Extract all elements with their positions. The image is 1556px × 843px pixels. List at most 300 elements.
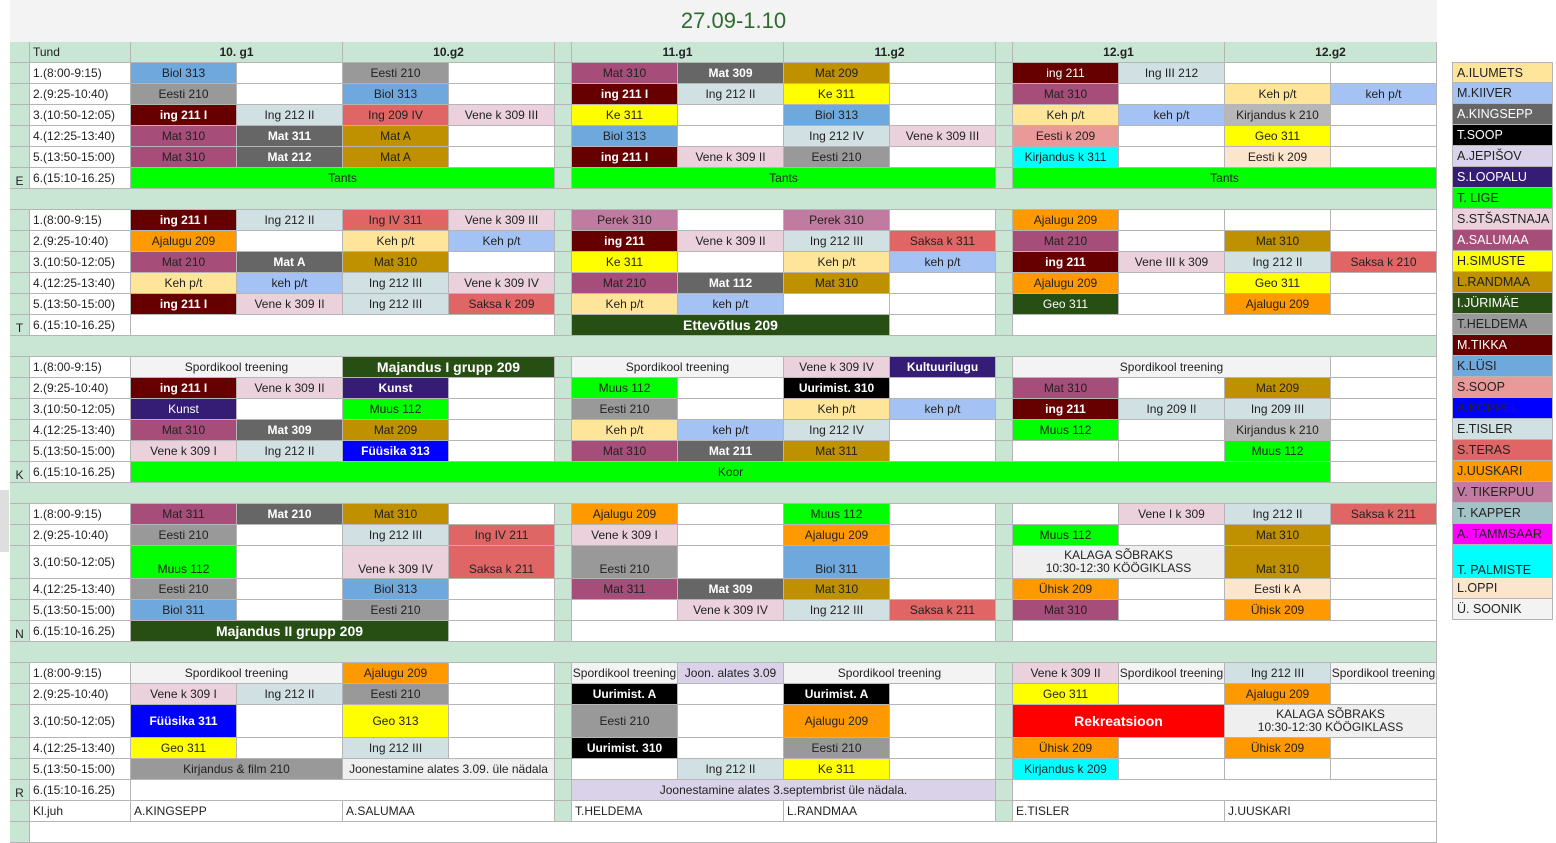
lesson-cell[interactable] [1119, 441, 1225, 462]
lesson-cell[interactable] [890, 579, 996, 600]
lesson-cell[interactable] [449, 705, 555, 738]
header-group[interactable]: 11.g1 [572, 42, 784, 63]
lesson-cell[interactable]: Biol 313 [343, 84, 449, 105]
lesson-cell[interactable] [449, 738, 555, 759]
lesson-cell[interactable] [678, 525, 784, 546]
lesson-cell[interactable] [1331, 294, 1437, 315]
lesson-cell[interactable]: Ühisk 209 [1225, 738, 1331, 759]
lesson-cell[interactable]: Eesti 210 [572, 399, 678, 420]
lesson-cell[interactable]: ing 211 I [131, 210, 237, 231]
lesson-cell[interactable] [1225, 210, 1331, 231]
lesson-cell[interactable] [449, 147, 555, 168]
lesson-cell[interactable]: Vene k 309 IV [784, 357, 890, 378]
lesson-cell[interactable] [890, 504, 996, 525]
header-group[interactable]: 10. g1 [131, 42, 343, 63]
lesson-cell[interactable]: Majandus II grupp 209 [131, 621, 449, 642]
lesson-cell[interactable] [890, 705, 996, 738]
lesson-cell[interactable]: Muus 112 [1013, 420, 1119, 441]
legend-teacher-item[interactable]: S.STŠASTNAJA [1452, 209, 1553, 230]
lesson-cell[interactable] [1119, 231, 1225, 252]
lesson-cell[interactable]: Ing 212 II [237, 684, 343, 705]
lesson-cell[interactable]: Mat 310 [343, 504, 449, 525]
lesson-cell[interactable]: Eesti k A [1225, 579, 1331, 600]
lesson-cell[interactable]: Vene k 309 II [237, 378, 343, 399]
lesson-cell[interactable] [449, 378, 555, 399]
lesson-cell[interactable] [890, 420, 996, 441]
lesson-cell[interactable]: Mat 311 [131, 504, 237, 525]
lesson-cell[interactable]: Vene I k 309 [1119, 504, 1225, 525]
lesson-cell[interactable]: Muus 112 [572, 378, 678, 399]
lesson-cell[interactable]: Joon. alates 3.09 [678, 663, 784, 684]
lesson-cell[interactable] [1119, 126, 1225, 147]
lesson-cell[interactable]: Uurimist. 310 [784, 378, 890, 399]
lesson-cell[interactable] [890, 63, 996, 84]
lesson-cell[interactable]: Muus 112 [784, 504, 890, 525]
lesson-cell[interactable] [678, 705, 784, 738]
lesson-cell[interactable]: Saksa k 211 [449, 546, 555, 579]
legend-teacher-item[interactable]: Ü. SOONIK [1452, 599, 1553, 620]
lesson-cell[interactable]: Ing 212 II [237, 441, 343, 462]
lesson-cell[interactable]: Ke 311 [572, 105, 678, 126]
lesson-cell[interactable]: Geo 311 [1013, 294, 1119, 315]
lesson-cell[interactable]: Ing 212 III [784, 600, 890, 621]
lesson-cell[interactable]: Mat 311 [572, 579, 678, 600]
legend-teacher-item[interactable]: T. PALMISTE [1452, 545, 1553, 578]
lesson-cell[interactable] [572, 621, 996, 642]
lesson-cell[interactable]: Ing 209 IV [343, 105, 449, 126]
lesson-cell[interactable] [131, 780, 555, 801]
lesson-cell[interactable] [890, 147, 996, 168]
lesson-cell[interactable] [1331, 105, 1437, 126]
legend-teacher-item[interactable]: L.OPPI [1452, 578, 1553, 599]
lesson-cell[interactable] [1119, 147, 1225, 168]
lesson-cell[interactable]: Kirjandus k 210 [1225, 420, 1331, 441]
lesson-cell[interactable] [890, 273, 996, 294]
legend-teacher-item[interactable]: A.JEPIŠOV [1452, 146, 1553, 167]
lesson-cell[interactable] [237, 600, 343, 621]
lesson-cell[interactable]: Spordikool treening [572, 663, 678, 684]
lesson-cell[interactable]: Mat 310 [131, 147, 237, 168]
lesson-cell[interactable]: Spordikool treening [1119, 663, 1225, 684]
lesson-cell[interactable]: Saksa k 210 [1331, 252, 1437, 273]
lesson-cell[interactable]: Eesti 210 [131, 525, 237, 546]
lesson-cell[interactable]: keh p/t [890, 252, 996, 273]
lesson-cell[interactable]: Tants [1013, 168, 1437, 189]
lesson-cell[interactable] [1331, 684, 1437, 705]
lesson-cell[interactable] [678, 399, 784, 420]
lesson-cell[interactable] [890, 441, 996, 462]
lesson-cell[interactable]: Ing 212 II [678, 84, 784, 105]
lesson-cell[interactable] [1119, 579, 1225, 600]
lesson-cell[interactable]: Eesti k 209 [1013, 126, 1119, 147]
lesson-cell[interactable] [1331, 378, 1437, 399]
lesson-cell[interactable]: Mat A [237, 252, 343, 273]
lesson-cell[interactable]: Biol 313 [131, 63, 237, 84]
lesson-cell[interactable]: Mat A [343, 126, 449, 147]
lesson-cell[interactable]: Ing 212 II [237, 210, 343, 231]
lesson-cell[interactable] [890, 210, 996, 231]
lesson-cell[interactable] [890, 294, 996, 315]
lesson-cell[interactable] [449, 621, 555, 642]
lesson-cell[interactable] [1119, 84, 1225, 105]
lesson-cell[interactable]: Biol 313 [572, 126, 678, 147]
lesson-cell[interactable] [1331, 600, 1437, 621]
lesson-cell[interactable]: Ing 212 III [784, 231, 890, 252]
lesson-cell[interactable]: Mat 210 [237, 504, 343, 525]
header-group[interactable]: 11.g2 [784, 42, 996, 63]
lesson-cell[interactable] [1331, 738, 1437, 759]
lesson-cell[interactable]: Ing 212 III [343, 525, 449, 546]
lesson-cell[interactable] [237, 546, 343, 579]
lesson-cell[interactable]: Vene k 309 III [449, 210, 555, 231]
lesson-cell[interactable]: Ajalugu 209 [1225, 684, 1331, 705]
lesson-cell[interactable] [1119, 210, 1225, 231]
lesson-cell[interactable]: Keh p/t [1225, 84, 1331, 105]
lesson-cell[interactable]: Eesti 210 [343, 684, 449, 705]
lesson-cell[interactable]: Geo 311 [1225, 273, 1331, 294]
lesson-cell[interactable]: Ajalugu 209 [131, 231, 237, 252]
legend-teacher-item[interactable]: I.JÜRIMÄE [1452, 293, 1553, 314]
lesson-cell[interactable] [572, 600, 678, 621]
lesson-cell[interactable]: Mat 310 [1225, 525, 1331, 546]
legend-teacher-item[interactable]: M.KIIVER [1452, 83, 1553, 104]
lesson-cell[interactable]: keh p/t [678, 420, 784, 441]
lesson-cell[interactable] [890, 105, 996, 126]
lesson-cell[interactable] [678, 504, 784, 525]
lesson-cell[interactable]: Ing 212 II [678, 759, 784, 780]
header-group[interactable]: 12.g1 [1013, 42, 1225, 63]
lesson-cell[interactable]: Eesti 210 [343, 63, 449, 84]
lesson-cell[interactable]: Mat 310 [1013, 600, 1119, 621]
lesson-cell[interactable]: Mat 209 [343, 420, 449, 441]
lesson-cell[interactable] [890, 315, 996, 336]
lesson-cell[interactable]: Ing IV 311 [343, 210, 449, 231]
lesson-cell[interactable]: Kultuurilugu [890, 357, 996, 378]
lesson-cell[interactable]: Tants [572, 168, 996, 189]
lesson-cell[interactable]: Mat 311 [784, 441, 890, 462]
lesson-cell[interactable] [678, 738, 784, 759]
legend-teacher-item[interactable]: E.TISLER [1452, 419, 1553, 440]
lesson-cell[interactable]: Kunst [131, 399, 237, 420]
lesson-cell[interactable] [678, 126, 784, 147]
lesson-cell[interactable] [237, 705, 343, 738]
lesson-cell[interactable]: Vene k 309 III [890, 126, 996, 147]
lesson-cell[interactable] [1119, 294, 1225, 315]
lesson-cell[interactable]: Eesti 210 [784, 147, 890, 168]
lesson-cell[interactable]: Saksa k 211 [890, 600, 996, 621]
legend-teacher-item[interactable]: J.UUSKARI [1452, 461, 1553, 482]
header-group[interactable]: 10.g2 [343, 42, 555, 63]
lesson-cell[interactable]: Vene k 309 III [449, 105, 555, 126]
lesson-cell[interactable] [449, 684, 555, 705]
class-teacher-name[interactable]: E.TISLER [1013, 801, 1225, 822]
lesson-cell[interactable]: Ing 212 II [1225, 252, 1331, 273]
lesson-cell[interactable]: Rekreatsioon [1013, 705, 1225, 738]
lesson-cell[interactable] [890, 738, 996, 759]
lesson-cell[interactable]: Ühisk 209 [1013, 579, 1119, 600]
lesson-cell[interactable]: Vene k 309 IV [343, 546, 449, 579]
lesson-cell[interactable]: Ing 212 IV [784, 126, 890, 147]
lesson-cell[interactable]: Vene k 309 I [131, 684, 237, 705]
lesson-cell[interactable] [1119, 273, 1225, 294]
legend-teacher-item[interactable]: K.LÜSI [1452, 356, 1553, 377]
lesson-cell[interactable]: keh p/t [678, 294, 784, 315]
lesson-cell[interactable]: Koor [131, 462, 1331, 483]
lesson-cell[interactable]: Perek 310 [572, 210, 678, 231]
lesson-cell[interactable] [449, 252, 555, 273]
lesson-cell[interactable]: Mat 311 [237, 126, 343, 147]
lesson-cell[interactable] [678, 684, 784, 705]
lesson-cell[interactable] [1331, 63, 1437, 84]
lesson-cell[interactable]: Vene k 309 II [678, 231, 784, 252]
lesson-cell[interactable] [1331, 441, 1437, 462]
lesson-cell[interactable]: ing 211 I [131, 105, 237, 126]
lesson-cell[interactable]: Uurimist. 310 [572, 738, 678, 759]
lesson-cell[interactable]: Keh p/t [131, 273, 237, 294]
lesson-cell[interactable]: KALAGA SÕBRAKS 10:30-12:30 KÖÖGIKLASS [1013, 546, 1225, 579]
lesson-cell[interactable] [1225, 759, 1331, 780]
lesson-cell[interactable]: Tants [131, 168, 555, 189]
legend-teacher-item[interactable]: T. KAPPER [1452, 503, 1553, 524]
lesson-cell[interactable]: Vene k 309 I [131, 441, 237, 462]
lesson-cell[interactable]: Eesti k 209 [1225, 147, 1331, 168]
lesson-cell[interactable] [1119, 738, 1225, 759]
legend-teacher-item[interactable]: A.SALUMAA [1452, 230, 1553, 251]
row-header-corner[interactable] [10, 0, 30, 42]
lesson-cell[interactable]: Ühisk 209 [1013, 738, 1119, 759]
lesson-cell[interactable]: Vene k 309 II [237, 294, 343, 315]
lesson-cell[interactable] [449, 579, 555, 600]
lesson-cell[interactable]: ing 211 [1013, 252, 1119, 273]
lesson-cell[interactable]: Saksa k 209 [449, 294, 555, 315]
lesson-cell[interactable] [1331, 525, 1437, 546]
lesson-cell[interactable] [449, 600, 555, 621]
lesson-cell[interactable] [1331, 759, 1437, 780]
lesson-cell[interactable]: Mat 310 [1013, 84, 1119, 105]
lesson-cell[interactable]: Ajalugu 209 [572, 504, 678, 525]
legend-teacher-item[interactable]: S.SOOP [1452, 377, 1553, 398]
lesson-cell[interactable]: Mat 310 [572, 63, 678, 84]
lesson-cell[interactable] [237, 399, 343, 420]
class-teacher-name[interactable]: A.KINGSEPP [131, 801, 343, 822]
lesson-cell[interactable]: Mat 310 [784, 273, 890, 294]
lesson-cell[interactable]: Ajalugu 209 [1013, 210, 1119, 231]
lesson-cell[interactable] [449, 504, 555, 525]
lesson-cell[interactable]: Spordikool treening [1331, 663, 1437, 684]
lesson-cell[interactable]: Spordikool treening [1013, 357, 1331, 378]
lesson-cell[interactable] [449, 63, 555, 84]
lesson-cell[interactable]: keh p/t [237, 273, 343, 294]
lesson-cell[interactable]: Mat 310 [1013, 378, 1119, 399]
lesson-cell[interactable]: ing 211 I [572, 84, 678, 105]
lesson-cell[interactable]: ing 211 I [131, 294, 237, 315]
lesson-cell[interactable] [449, 420, 555, 441]
lesson-cell[interactable]: Mat 211 [678, 441, 784, 462]
lesson-cell[interactable] [1013, 441, 1119, 462]
lesson-cell[interactable]: Ajalugu 209 [784, 705, 890, 738]
lesson-cell[interactable]: ing 211 I [572, 147, 678, 168]
lesson-cell[interactable]: Keh p/t [572, 420, 678, 441]
lesson-cell[interactable] [678, 105, 784, 126]
lesson-cell[interactable] [449, 126, 555, 147]
legend-teacher-item[interactable]: S.LOOPALU [1452, 167, 1553, 188]
lesson-cell[interactable]: Geo 313 [343, 705, 449, 738]
lesson-cell[interactable]: ing 211 [1013, 63, 1119, 84]
lesson-cell[interactable] [784, 294, 890, 315]
lesson-cell[interactable] [572, 759, 678, 780]
lesson-cell[interactable]: Muus 112 [343, 399, 449, 420]
lesson-cell[interactable]: Ettevõtlus 209 [572, 315, 890, 336]
lesson-cell[interactable] [1013, 621, 1437, 642]
lesson-cell[interactable] [1119, 684, 1225, 705]
lesson-cell[interactable]: Geo 311 [1225, 126, 1331, 147]
legend-teacher-item[interactable]: A.ILUMETS [1452, 62, 1553, 83]
lesson-cell[interactable] [1331, 546, 1437, 579]
lesson-cell[interactable]: Muus 112 [1225, 441, 1331, 462]
lesson-cell[interactable]: KALAGA SÕBRAKS 10:30-12:30 KÖÖGIKLASS [1225, 705, 1437, 738]
lesson-cell[interactable] [890, 546, 996, 579]
class-teacher-name[interactable]: L.RANDMAA [784, 801, 996, 822]
lesson-cell[interactable]: Ing 212 II [1225, 504, 1331, 525]
lesson-cell[interactable]: Mat 210 [572, 273, 678, 294]
lesson-cell[interactable] [890, 759, 996, 780]
lesson-cell[interactable] [1331, 357, 1437, 378]
lesson-cell[interactable]: Keh p/t [1013, 105, 1119, 126]
lesson-cell[interactable]: Ing 212 III [343, 273, 449, 294]
lesson-cell[interactable]: Mat 309 [678, 63, 784, 84]
lesson-cell[interactable] [678, 546, 784, 579]
lesson-cell[interactable]: Vene k 309 IV [678, 600, 784, 621]
lesson-cell[interactable]: Geo 311 [1013, 684, 1119, 705]
header-tund[interactable]: Tund [30, 42, 131, 63]
lesson-cell[interactable]: Spordikool treening [572, 357, 784, 378]
lesson-cell[interactable]: Spordikool treening [131, 663, 343, 684]
lesson-cell[interactable]: Ing 212 II [237, 105, 343, 126]
lesson-cell[interactable]: Spordikool treening [131, 357, 343, 378]
lesson-cell[interactable] [449, 84, 555, 105]
header-group[interactable]: 12.g2 [1225, 42, 1437, 63]
lesson-cell[interactable]: Mat 209 [784, 63, 890, 84]
lesson-cell[interactable] [678, 252, 784, 273]
lesson-cell[interactable] [1331, 231, 1437, 252]
lesson-cell[interactable]: Ing 212 IV [784, 420, 890, 441]
lesson-cell[interactable]: Saksa k 211 [1331, 504, 1437, 525]
legend-teacher-item[interactable]: H.SIMUSTE [1452, 251, 1553, 272]
lesson-cell[interactable]: Ke 311 [572, 252, 678, 273]
lesson-cell[interactable]: Kirjandus k 311 [1013, 147, 1119, 168]
lesson-cell[interactable]: Muus 112 [131, 546, 237, 579]
lesson-cell[interactable] [1119, 378, 1225, 399]
lesson-cell[interactable]: Majandus I grupp 209 [343, 357, 555, 378]
class-teacher-name[interactable]: J.UUSKARI [1225, 801, 1437, 822]
lesson-cell[interactable]: Ajalugu 209 [1013, 273, 1119, 294]
lesson-cell[interactable]: Keh p/t [572, 294, 678, 315]
lesson-cell[interactable]: Ing 209 II [1119, 399, 1225, 420]
lesson-cell[interactable]: Spordikool treening [784, 663, 996, 684]
lesson-cell[interactable] [1331, 126, 1437, 147]
lesson-cell[interactable]: Füüsika 313 [343, 441, 449, 462]
lesson-cell[interactable] [1331, 399, 1437, 420]
legend-teacher-item[interactable]: A. TAMMSAAR [1452, 524, 1553, 545]
lesson-cell[interactable] [237, 579, 343, 600]
lesson-cell[interactable]: Vene k 309 II [1013, 663, 1119, 684]
lesson-cell[interactable]: Muus 112 [1013, 525, 1119, 546]
legend-teacher-item[interactable]: L.RANDMAA [1452, 272, 1553, 293]
lesson-cell[interactable] [1119, 525, 1225, 546]
lesson-cell[interactable]: Kunst [343, 378, 449, 399]
lesson-cell[interactable] [1119, 600, 1225, 621]
lesson-cell[interactable] [1331, 462, 1437, 483]
lesson-cell[interactable]: keh p/t [890, 399, 996, 420]
lesson-cell[interactable]: Ajalugu 209 [784, 525, 890, 546]
lesson-cell[interactable]: ing 211 [1013, 399, 1119, 420]
lesson-cell[interactable] [890, 684, 996, 705]
lesson-cell[interactable]: Perek 310 [784, 210, 890, 231]
lesson-cell[interactable]: Keh p/t [784, 399, 890, 420]
lesson-cell[interactable]: Mat 309 [678, 579, 784, 600]
lesson-cell[interactable]: Eesti 210 [572, 705, 678, 738]
lesson-cell[interactable] [1225, 63, 1331, 84]
lesson-cell[interactable]: ing 211 I [131, 378, 237, 399]
lesson-cell[interactable]: Ing 212 III [343, 738, 449, 759]
lesson-cell[interactable]: Joonestamine alates 3.septembrist üle nädala. [572, 780, 996, 801]
lesson-cell[interactable]: Vene k 309 IV [449, 273, 555, 294]
lesson-cell[interactable] [449, 399, 555, 420]
lesson-cell[interactable] [1331, 579, 1437, 600]
legend-teacher-item[interactable]: T.SOOP [1452, 125, 1553, 146]
lesson-cell[interactable]: Kirjandus & film 210 [131, 759, 343, 780]
lesson-cell[interactable]: Ke 311 [784, 759, 890, 780]
lesson-cell[interactable]: Mat A [343, 147, 449, 168]
lesson-cell[interactable] [1119, 420, 1225, 441]
lesson-cell[interactable]: Mat 310 [343, 252, 449, 273]
lesson-cell[interactable] [1331, 420, 1437, 441]
lesson-cell[interactable] [1013, 315, 1437, 336]
lesson-cell[interactable]: Mat 210 [1013, 231, 1119, 252]
lesson-cell[interactable] [131, 315, 555, 336]
lesson-cell[interactable]: Eesti 210 [784, 738, 890, 759]
lesson-cell[interactable]: Mat 210 [131, 252, 237, 273]
lesson-cell[interactable] [678, 210, 784, 231]
lesson-cell[interactable] [237, 738, 343, 759]
lesson-cell[interactable]: Joonestamine alates 3.09. üle nädala [343, 759, 555, 780]
lesson-cell[interactable]: Eesti 210 [131, 84, 237, 105]
lesson-cell[interactable]: Uurimist. A [572, 684, 678, 705]
lesson-cell[interactable] [237, 63, 343, 84]
lesson-cell[interactable]: Mat 310 [131, 420, 237, 441]
lesson-cell[interactable] [237, 231, 343, 252]
lesson-cell[interactable]: Kirjandus k 210 [1225, 105, 1331, 126]
lesson-cell[interactable]: keh p/t [1119, 105, 1225, 126]
lesson-cell[interactable]: keh p/t [1331, 84, 1437, 105]
lesson-cell[interactable]: Keh p/t [449, 231, 555, 252]
lesson-cell[interactable]: Ing 212 III [343, 294, 449, 315]
lesson-cell[interactable] [1331, 147, 1437, 168]
lesson-cell[interactable] [890, 525, 996, 546]
lesson-cell[interactable] [237, 84, 343, 105]
lesson-cell[interactable]: Ing 212 III [1225, 663, 1331, 684]
lesson-cell[interactable]: Keh p/t [784, 252, 890, 273]
legend-teacher-item[interactable]: M.TIKKA [1452, 335, 1553, 356]
lesson-cell[interactable]: Mat 112 [678, 273, 784, 294]
lesson-cell[interactable] [678, 378, 784, 399]
lesson-cell[interactable] [1331, 210, 1437, 231]
legend-teacher-item[interactable]: V. TIKERPUU [1452, 482, 1553, 503]
lesson-cell[interactable] [449, 663, 555, 684]
lesson-cell[interactable]: Biol 311 [784, 546, 890, 579]
lesson-cell[interactable]: Uurimist. A [784, 684, 890, 705]
lesson-cell[interactable] [1119, 759, 1225, 780]
